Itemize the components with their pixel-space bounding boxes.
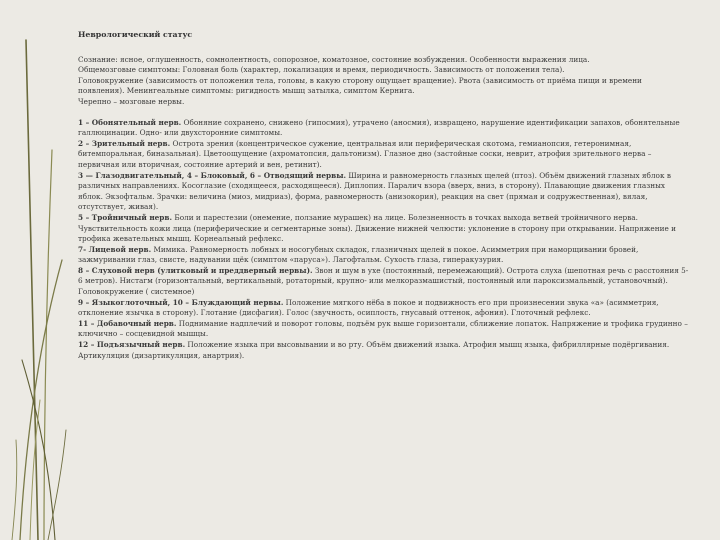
nerve-description: Обоняние сохранено, снижено (гипосмия), утрачено (аносмия), извращено, нарушение идентификации запахов, обонятельные галлюцинации. Одно- или двухсторонние симптомы. [78,117,680,138]
consciousness-line: Сознание: ясное, оглушенность, сомнолентность, сопорозное, коматозное, состояние возбуждения. Особенности выражения лица. [78,54,590,64]
cranial-nerves-heading: Черепно – мозговые нервы. [78,96,185,106]
nerve-item-facial [78,245,690,266]
nerve-description: Мимика. Равномерность лобных и носогубных складок, глазничных щелей в покое. Асимметрия при наморщивании бровей, зажмуривании глаз, свисте, надувании щёк (симптом «паруса»). Лагофтальм. Сухость глаза, гиперакузурия. [78,244,639,265]
dizziness-line: Головокружение (зависимость от положения тела, головы, в какую сторону ощущает вращение). Рвота (зависимость от приёма пищи и времени появления). Менингеальные симптомы: ригидность мышц затылка, симптом Кернига. [78,75,642,96]
nerve-item-vestibulocochlear [78,266,690,298]
nerve-heading: 9 – Языкоглоточный, 10 – Блуждающий нервы. [78,297,284,307]
nerve-item-hypoglossal [78,340,690,361]
nerve-item-trigeminal [78,213,690,245]
general-symptoms-line: Общемозговые симптомы: Головная боль (характер, локализация и время, периодичность. Зависимость от положения тела). [78,65,565,75]
nerve-description: Звон и шум в ухе (постоянный, перемежающий). Острота слуха (шепотная речь с расстояния 5-6 метров). Нистагм (горизонтальный, вертикальный, ротаторный, крупно- или мелкоразмашистый, постоянный или пароксизмальный, установочный). Головокружение ( системное) [78,265,689,297]
nerve-description: Ширина и равномерность глазных щелей (птоз). Объём движений глазных яблок в различных направлениях. Косоглазие (сходящееся, расходящееся). Диплопия. Паралич взора (вверх, вниз, в сторону). Плавающие движения глазных яблок. Экзофтальм. Зрачки: величина (миоз, мидриаз), форма, равномерность (анизокория), реакция на свет (прямая и содружественная), вялая, отсутствует, живая). [78,170,671,212]
nerve-heading: 2 – Зрительный нерв. [78,138,171,148]
nerve-item-olfactory [78,118,690,139]
document-title: Неврологический статус [78,30,193,39]
nerve-heading: 11 – Добавочный нерв. [78,318,177,328]
nerve-heading: 7- Лицевой нерв. [78,244,152,254]
nerve-heading: 3 — Глазодвигательный, 4 – Блоковый, 6 – Отводящий нервы. [78,170,347,180]
nerve-heading: 8 – Слуховой нерв (улитковый и преддверный нервы). [78,265,313,275]
nerve-heading: 1 – Обонятельный нерв. [78,117,182,127]
nerve-description: Положение языка при высовывании и во рту. Объём движений языка. Атрофия мышц языка, фибриллярные подёргивания. Артикуляция (дизартикуляция, анартрия). [78,340,670,360]
document-content [78,30,690,371]
nerve-item-accessory [78,319,690,340]
nerve-heading: 12 – Подъязычный нерв. [78,340,186,350]
nerves-section [78,118,690,362]
nerve-item-oculomotor [78,171,690,213]
nerve-heading: 5 – Тройничный нерв. [78,212,173,222]
nerve-description: Положение мягкого нёба в покое и подвижность его при произнесении звука «а» (асимметрия, отклонение язычка в сторону). Глотание (дисфагия). Голос (звучность, осиплость, гнусавый оттенок, афония). Глоточный рефлекс. [78,297,659,318]
nerve-description: Боли и парестезии (онемение, ползание мурашек) на лице. Болезненность в точках выхода ветвей тройничного нерва. Чувствительность кожи лица (периферические и сегментарные зоны). Движение нижней челюсти: уклонение в сторону при открывании. Напряжение и трофика жевательных мышц. Корнеальный рефлекс. [78,212,676,244]
intro-section [78,55,690,108]
nerve-item-glossopharyngeal-vagus [78,298,690,319]
nerve-item-optic [78,139,690,171]
nerve-description: Острота зрения (концентрическое сужение, центральная или периферическая скотома, гемианопсия, гетеронимная, битемпоральная, биназальная). Цветоощущение (ахроматопсия, дальтонизм). Глазное дно (застойные соски, неврит, атрофия зрительного нерва – первичная или вторичная, состояние артерий и вен, ретинит). [78,138,652,169]
nerve-description: Поднимание надплечий и поворот головы, подъём рук выше горизонтали, сближение лопаток. Напряжение и трофика грудинно – ключично – сосцевидной мышцы. [78,318,688,339]
